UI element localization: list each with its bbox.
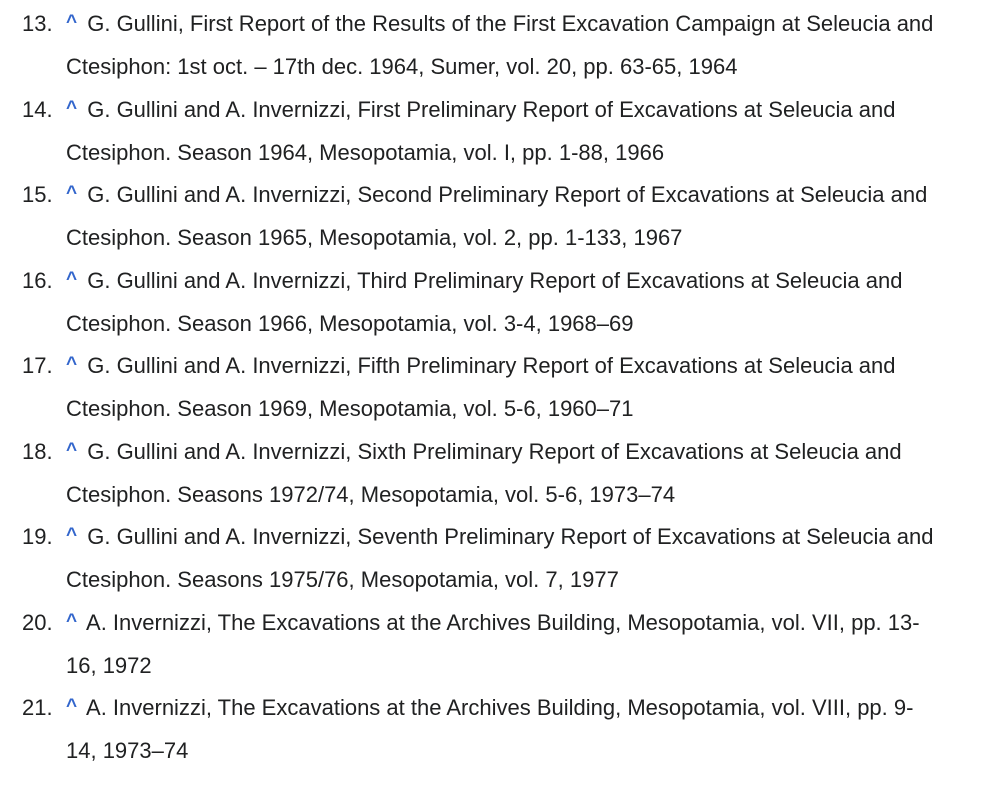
reference-number: 19. bbox=[22, 524, 53, 549]
reference-text: G. Gullini and A. Invernizzi, First Preliminary Report of Excavations at Seleucia and Ctesiphon. Season 1964, Mesopotamia, vol. I, pp. 1-88, 1966 bbox=[66, 96, 896, 165]
reference-number: 17. bbox=[22, 353, 53, 378]
reference-item bbox=[0, 516, 982, 600]
jump-back-caret-icon[interactable]: ^ bbox=[66, 354, 78, 375]
reference-item bbox=[0, 89, 982, 173]
reference-item bbox=[0, 260, 982, 344]
jump-back-caret-icon[interactable]: ^ bbox=[66, 696, 78, 717]
jump-back-caret-icon[interactable]: ^ bbox=[66, 525, 78, 546]
reference-number: 21. bbox=[22, 695, 53, 720]
reference-number: 15. bbox=[22, 182, 53, 207]
jump-back-caret-icon[interactable]: ^ bbox=[66, 439, 78, 461]
reference-number: 18. bbox=[22, 438, 53, 464]
reference-item bbox=[0, 174, 982, 258]
reference-number: 13. bbox=[22, 11, 53, 36]
jump-back-caret-icon[interactable]: ^ bbox=[66, 610, 78, 632]
reference-text: G. Gullini, First Report of the Results of the First Excavation Campaign at Seleucia and Ctesiphon: 1st oct. – 17th dec. 1964, Sumer, vol. 20, pp. 63-65, 1964 bbox=[66, 11, 934, 79]
reference-item bbox=[0, 431, 982, 515]
jump-back-caret-icon[interactable]: ^ bbox=[66, 183, 78, 204]
reference-item bbox=[0, 687, 982, 771]
reference-text: G. Gullini and A. Invernizzi, Sixth Preliminary Report of Excavations at Seleucia and Ctesiphon. Seasons 1972/74, Mesopotamia, vol. 5-6, 1973–74 bbox=[66, 438, 902, 507]
reference-text: A. Invernizzi, The Excavations at the Archives Building, Mesopotamia, vol. VIII, pp. 9-14, 1973–74 bbox=[66, 695, 914, 763]
reference-text: G. Gullini and A. Invernizzi, Fifth Preliminary Report of Excavations at Seleucia and Ctesiphon. Season 1969, Mesopotamia, vol. 5-6, 1960–71 bbox=[66, 353, 896, 421]
reference-text: G. Gullini and A. Invernizzi, Second Preliminary Report of Excavations at Seleucia and Ctesiphon. Season 1965, Mesopotamia, vol. 2, pp. 1-133, 1967 bbox=[66, 182, 928, 250]
reference-item bbox=[0, 3, 982, 87]
jump-back-caret-icon[interactable]: ^ bbox=[66, 268, 78, 290]
reference-text: G. Gullini and A. Invernizzi, Seventh Preliminary Report of Excavations at Seleucia and Ctesiphon. Seasons 1975/76, Mesopotamia, vol. 7, 1977 bbox=[66, 524, 934, 592]
reference-item bbox=[0, 345, 982, 429]
jump-back-caret-icon[interactable]: ^ bbox=[66, 12, 78, 33]
reference-number: 14. bbox=[22, 96, 53, 122]
reference-item bbox=[0, 602, 982, 686]
jump-back-caret-icon[interactable]: ^ bbox=[66, 97, 78, 119]
reference-number: 16. bbox=[22, 267, 53, 293]
reference-text: G. Gullini and A. Invernizzi, Third Preliminary Report of Excavations at Seleucia and Ctesiphon. Season 1966, Mesopotamia, vol. 3-4, 1968–69 bbox=[66, 267, 903, 336]
references-list bbox=[0, 3, 982, 773]
reference-text: A. Invernizzi, The Excavations at the Archives Building, Mesopotamia, vol. VII, pp. 13-16, 1972 bbox=[66, 609, 920, 678]
reference-number: 20. bbox=[22, 609, 53, 635]
